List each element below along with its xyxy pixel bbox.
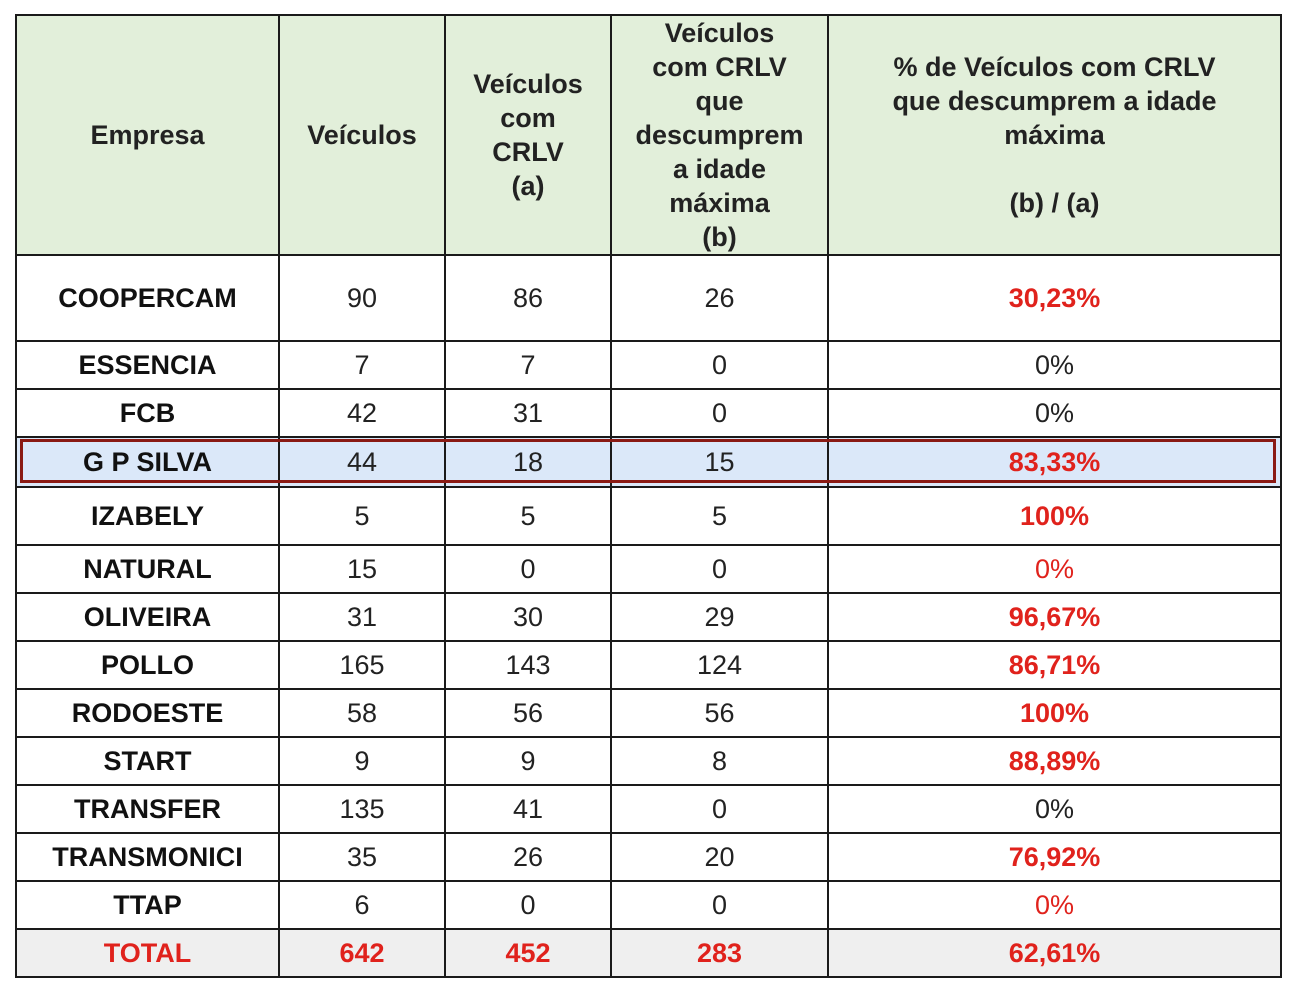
header-percentual: % de Veículos com CRLV que descumprem a idade máxima (b) / (a) — [828, 15, 1281, 255]
cell-empresa: IZABELY — [16, 487, 279, 545]
cell-percentual: 83,33% — [828, 437, 1281, 487]
total-descumprem: 283 — [611, 929, 828, 977]
cell-empresa: COOPERCAM — [16, 255, 279, 341]
header-descumprem: Veículos com CRLV que descumprem a idade máxima (b) — [611, 15, 828, 255]
cell-crlv: 41 — [445, 785, 611, 833]
total-veiculos: 642 — [279, 929, 445, 977]
cell-percentual: 76,92% — [828, 833, 1281, 881]
cell-descumprem: 26 — [611, 255, 828, 341]
cell-descumprem: 0 — [611, 545, 828, 593]
cell-empresa: START — [16, 737, 279, 785]
cell-empresa: FCB — [16, 389, 279, 437]
cell-descumprem: 0 — [611, 881, 828, 929]
cell-percentual: 0% — [828, 341, 1281, 389]
cell-crlv: 0 — [445, 881, 611, 929]
cell-empresa: TRANSFER — [16, 785, 279, 833]
total-empresa: TOTAL — [16, 929, 279, 977]
cell-percentual: 96,67% — [828, 593, 1281, 641]
cell-descumprem: 5 — [611, 487, 828, 545]
cell-descumprem: 20 — [611, 833, 828, 881]
table-body — [16, 255, 1281, 977]
cell-crlv: 143 — [445, 641, 611, 689]
cell-veiculos: 6 — [279, 881, 445, 929]
cell-empresa: TTAP — [16, 881, 279, 929]
cell-crlv: 86 — [445, 255, 611, 341]
cell-percentual: 30,23% — [828, 255, 1281, 341]
cell-veiculos: 35 — [279, 833, 445, 881]
cell-veiculos: 165 — [279, 641, 445, 689]
cell-veiculos: 58 — [279, 689, 445, 737]
vehicle-table — [15, 14, 1282, 978]
header-veiculos: Veículos — [279, 15, 445, 255]
table-row — [16, 389, 1281, 437]
cell-percentual: 88,89% — [828, 737, 1281, 785]
table-row — [16, 487, 1281, 545]
cell-empresa: POLLO — [16, 641, 279, 689]
cell-percentual: 86,71% — [828, 641, 1281, 689]
table-row — [16, 437, 1281, 487]
cell-descumprem: 8 — [611, 737, 828, 785]
cell-empresa: RODOESTE — [16, 689, 279, 737]
cell-veiculos: 42 — [279, 389, 445, 437]
cell-veiculos: 5 — [279, 487, 445, 545]
cell-empresa: NATURAL — [16, 545, 279, 593]
cell-descumprem: 0 — [611, 389, 828, 437]
total-row — [16, 929, 1281, 977]
table-row — [16, 545, 1281, 593]
cell-descumprem: 124 — [611, 641, 828, 689]
cell-veiculos: 90 — [279, 255, 445, 341]
cell-veiculos: 7 — [279, 341, 445, 389]
table-row — [16, 737, 1281, 785]
cell-percentual: 0% — [828, 881, 1281, 929]
table-row — [16, 689, 1281, 737]
total-percentual: 62,61% — [828, 929, 1281, 977]
cell-percentual: 100% — [828, 487, 1281, 545]
cell-descumprem: 29 — [611, 593, 828, 641]
table-row — [16, 785, 1281, 833]
cell-empresa: OLIVEIRA — [16, 593, 279, 641]
cell-empresa: TRANSMONICI — [16, 833, 279, 881]
cell-percentual: 100% — [828, 689, 1281, 737]
cell-percentual: 0% — [828, 545, 1281, 593]
cell-crlv: 30 — [445, 593, 611, 641]
cell-empresa: G P SILVA — [16, 437, 279, 487]
cell-percentual: 0% — [828, 389, 1281, 437]
cell-descumprem: 0 — [611, 785, 828, 833]
cell-descumprem: 15 — [611, 437, 828, 487]
table-row — [16, 881, 1281, 929]
cell-veiculos: 9 — [279, 737, 445, 785]
cell-crlv: 56 — [445, 689, 611, 737]
cell-crlv: 5 — [445, 487, 611, 545]
cell-crlv: 31 — [445, 389, 611, 437]
header-veiculos-crlv: Veículos com CRLV (a) — [445, 15, 611, 255]
cell-veiculos: 44 — [279, 437, 445, 487]
cell-descumprem: 0 — [611, 341, 828, 389]
table-row — [16, 593, 1281, 641]
table-row — [16, 255, 1281, 341]
cell-percentual: 0% — [828, 785, 1281, 833]
cell-veiculos: 135 — [279, 785, 445, 833]
cell-descumprem: 56 — [611, 689, 828, 737]
cell-empresa: ESSENCIA — [16, 341, 279, 389]
table-row — [16, 341, 1281, 389]
cell-veiculos: 15 — [279, 545, 445, 593]
header-empresa: Empresa — [16, 15, 279, 255]
cell-crlv: 18 — [445, 437, 611, 487]
cell-crlv: 7 — [445, 341, 611, 389]
header-row — [16, 15, 1281, 255]
cell-crlv: 0 — [445, 545, 611, 593]
cell-veiculos: 31 — [279, 593, 445, 641]
total-crlv: 452 — [445, 929, 611, 977]
cell-crlv: 9 — [445, 737, 611, 785]
cell-crlv: 26 — [445, 833, 611, 881]
table-row — [16, 641, 1281, 689]
table-row — [16, 833, 1281, 881]
